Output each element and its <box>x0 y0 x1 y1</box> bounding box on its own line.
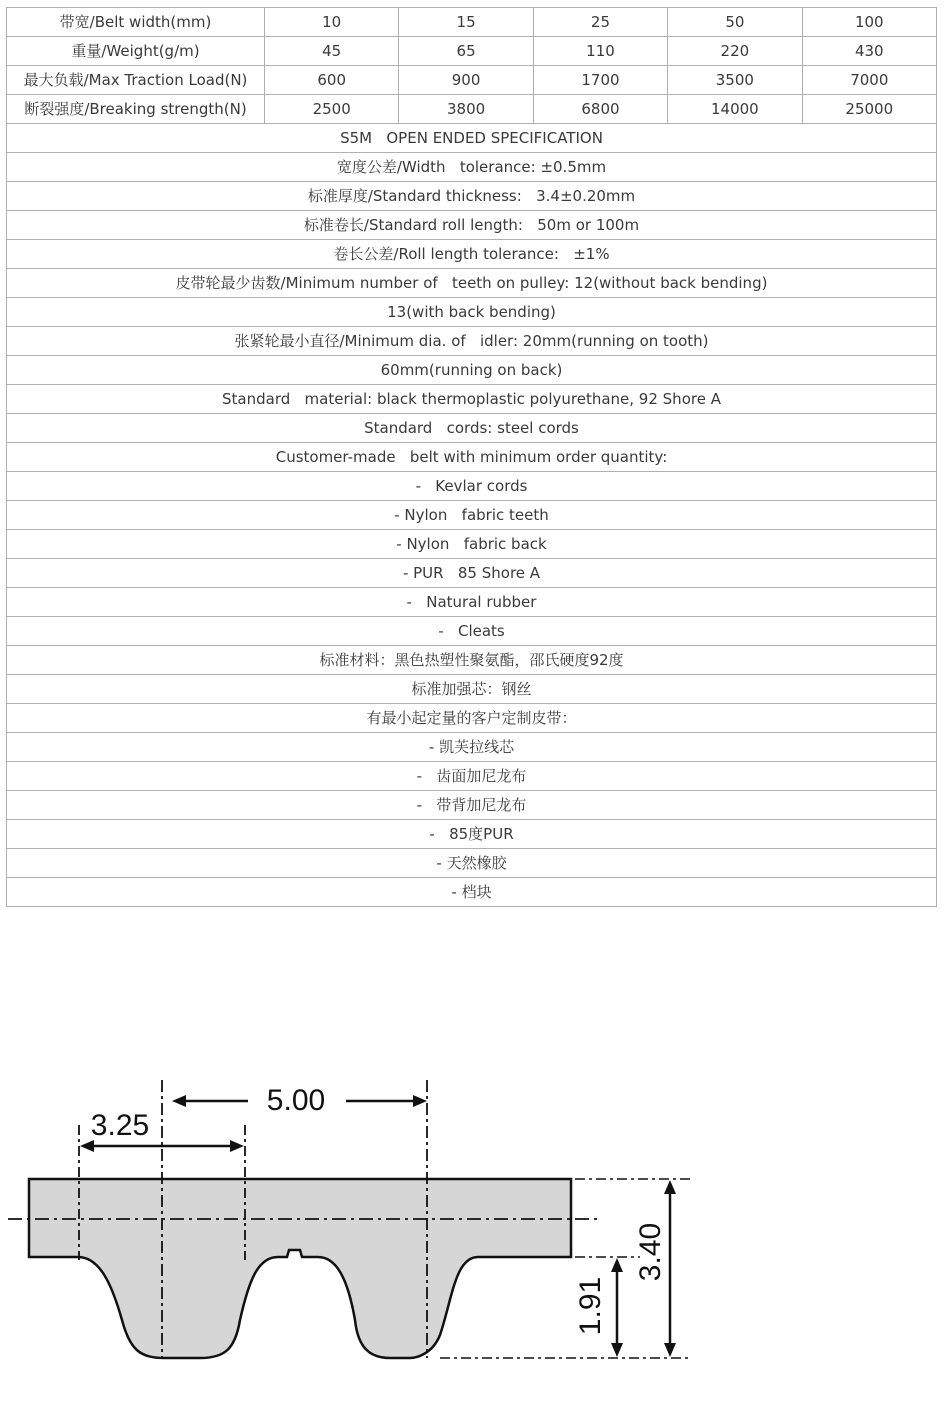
spec-table-row <box>7 37 937 66</box>
spec-list-row <box>7 559 937 588</box>
spec-value-cell: 900 <box>399 66 533 95</box>
spec-list-row <box>7 849 937 878</box>
spec-list-row <box>7 675 937 704</box>
spec-value-cell: 600 <box>265 66 399 95</box>
spec-row-label: 断裂强度/Breaking strength(N) <box>7 95 265 124</box>
spec-value-cell: 45 <box>265 37 399 66</box>
spec-value-cell: 430 <box>802 37 936 66</box>
spec-list-item: 标准材料：黑色热塑性聚氨酯，邵氏硬度92度 <box>7 646 937 675</box>
spec-list-row <box>7 791 937 820</box>
spec-list-row <box>7 124 937 153</box>
spec-list-item: - PUR 85 Shore A <box>7 559 937 588</box>
spec-list-row <box>7 472 937 501</box>
spec-list-row <box>7 211 937 240</box>
spec-list-item: - 85度PUR <box>7 820 937 849</box>
spec-list-row <box>7 646 937 675</box>
spec-list-row <box>7 530 937 559</box>
spec-value-cell: 10 <box>265 8 399 37</box>
spec-list-heading: S5M OPEN ENDED SPECIFICATION <box>7 124 937 153</box>
spec-list-item: 宽度公差/Width tolerance: ±0.5mm <box>7 153 937 182</box>
spec-value-cell: 3800 <box>399 95 533 124</box>
spec-value-cell: 50 <box>668 8 802 37</box>
spec-list-item: - 凯芙拉线芯 <box>7 733 937 762</box>
spec-value-cell: 15 <box>399 8 533 37</box>
spec-list-item: Standard cords: steel cords <box>7 414 937 443</box>
spec-value-cell: 100 <box>802 8 936 37</box>
spec-list-row <box>7 878 937 907</box>
spec-list-row <box>7 414 937 443</box>
s5m-profile-drawing <box>0 1065 720 1385</box>
spec-list-item: - 档块 <box>7 878 937 907</box>
spec-value-cell: 2500 <box>265 95 399 124</box>
spec-list-row <box>7 501 937 530</box>
belt-profile-shape <box>29 1179 571 1358</box>
spec-table <box>6 7 937 124</box>
spec-value-cell: 14000 <box>668 95 802 124</box>
spec-list-row <box>7 443 937 472</box>
spec-list-item: - Cleats <box>7 617 937 646</box>
spec-value-cell: 25000 <box>802 95 936 124</box>
spec-table-row <box>7 8 937 37</box>
tooth-height-dimension-label: 1.91 <box>574 1276 607 1336</box>
spec-list-row <box>7 617 937 646</box>
spec-value-cell: 7000 <box>802 66 936 95</box>
spec-list-item: 有最小起定量的客户定制皮带： <box>7 704 937 733</box>
spec-list-row <box>7 298 937 327</box>
spec-list-row <box>7 269 937 298</box>
spec-list-row <box>7 153 937 182</box>
spec-table-row <box>7 95 937 124</box>
spec-list-item: Customer-made belt with minimum order quantity: <box>7 443 937 472</box>
spec-list-item: - 齿面加尼龙布 <box>7 762 937 791</box>
pitch-dimension-label: 5.00 <box>266 1084 326 1117</box>
spec-list-item: 皮带轮最少齿数/Minimum number of teeth on pulley: 12(without back bending) <box>7 269 937 298</box>
spec-value-cell: 110 <box>533 37 667 66</box>
spec-value-cell: 6800 <box>533 95 667 124</box>
spec-list-item: - Natural rubber <box>7 588 937 617</box>
spec-value-cell: 25 <box>533 8 667 37</box>
spec-list-item: 标准卷长/Standard roll length: 50m or 100m <box>7 211 937 240</box>
spec-list-item: 张紧轮最小直径/Minimum dia. of idler: 20mm(running on tooth) <box>7 327 937 356</box>
spec-list-row <box>7 182 937 211</box>
spec-list-row <box>7 385 937 414</box>
spec-list-body <box>7 124 937 907</box>
spec-list <box>6 123 937 907</box>
spec-list-item: - Nylon fabric teeth <box>7 501 937 530</box>
tooth-width-dimension-label: 3.25 <box>90 1109 150 1142</box>
spec-table-row <box>7 66 937 95</box>
spec-list-row <box>7 704 937 733</box>
spec-list-item: 卷长公差/Roll length tolerance: ±1% <box>7 240 937 269</box>
spec-table-body <box>7 8 937 124</box>
spec-list-row <box>7 588 937 617</box>
spec-value-cell: 1700 <box>533 66 667 95</box>
spec-row-label: 最大负载/Max Traction Load(N) <box>7 66 265 95</box>
spec-value-cell: 65 <box>399 37 533 66</box>
spec-list-item: Standard material: black thermoplastic polyurethane, 92 Shore A <box>7 385 937 414</box>
spec-list-item: 60mm(running on back) <box>7 356 937 385</box>
spec-list-item: - Nylon fabric back <box>7 530 937 559</box>
spec-value-cell: 220 <box>668 37 802 66</box>
spec-list-row <box>7 820 937 849</box>
spec-value-cell: 3500 <box>668 66 802 95</box>
spec-list-row <box>7 733 937 762</box>
spec-row-label: 带宽/Belt width(mm) <box>7 8 265 37</box>
spec-list-row <box>7 327 937 356</box>
spec-list-item: 13(with back bending) <box>7 298 937 327</box>
spec-list-row <box>7 762 937 791</box>
spec-list-item: 标准厚度/Standard thickness: 3.4±0.20mm <box>7 182 937 211</box>
spec-list-item: - 带背加尼龙布 <box>7 791 937 820</box>
spec-row-label: 重量/Weight(g/m) <box>7 37 265 66</box>
spec-list-item: - Kevlar cords <box>7 472 937 501</box>
spec-list-row <box>7 356 937 385</box>
spec-list-item: 标准加强芯：钢丝 <box>7 675 937 704</box>
spec-list-item: - 天然橡胶 <box>7 849 937 878</box>
spec-list-row <box>7 240 937 269</box>
total-height-dimension-label: 3.40 <box>634 1222 667 1282</box>
